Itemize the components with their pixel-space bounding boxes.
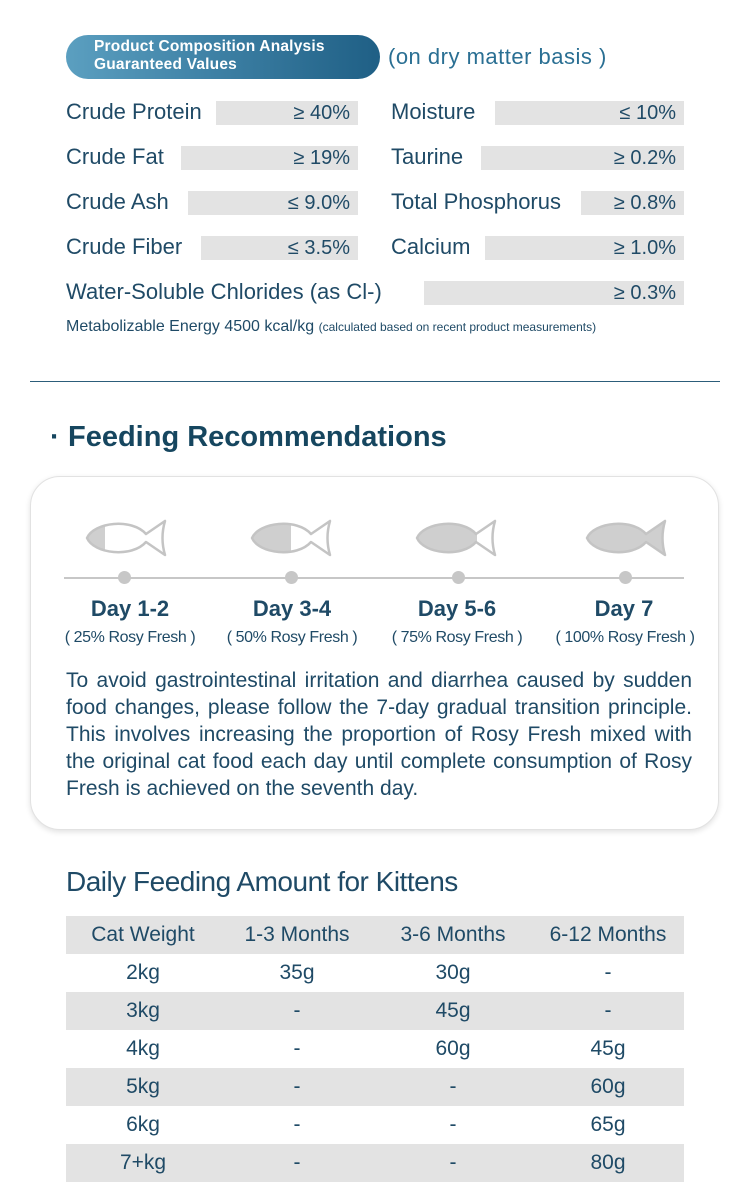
table-cell: -	[293, 999, 301, 1022]
table-header-cell: 3-6 Months	[400, 923, 506, 946]
timeline-dot	[619, 571, 632, 584]
nutrient-value: ≥ 0.8%	[581, 191, 684, 215]
bullet-dot: ·	[50, 421, 60, 453]
composition-title-line2: Guaranteed Values	[94, 56, 237, 73]
table-cell: -	[293, 1151, 301, 1174]
table-row	[66, 1030, 684, 1068]
table-cell: -	[449, 1151, 457, 1174]
feeding-paragraph: To avoid gastrointestinal irritation and diarrhea caused by sudden food changes, please follow the 7-day gradual transition principle. This involves increasing the proportion of Rosy Fresh mixed with the original cat food each day until complete consumption of Rosy Fresh is achieved on the seventh day.	[66, 669, 692, 800]
step-percent: ( 25% Rosy Fresh )	[64, 629, 196, 646]
composition-basis: (on dry matter basis )	[388, 44, 607, 69]
nutrient-label: Crude Fiber	[66, 234, 183, 259]
table-cell: 80g	[590, 1151, 626, 1174]
composition-title-line1: Product Composition Analysis	[94, 38, 325, 55]
timeline-line	[64, 577, 684, 579]
fish-icon	[584, 516, 668, 560]
table-cell: 3kg	[126, 999, 160, 1022]
nutrient-label: Crude Fat	[66, 144, 164, 169]
table-header-cell: Cat Weight	[91, 923, 195, 946]
table-header-row	[66, 916, 684, 954]
table-cell: 6kg	[126, 1113, 160, 1136]
nutrient-value: ≥ 0.2%	[481, 146, 684, 170]
nutrient-value: ≤ 3.5%	[201, 236, 358, 260]
step-day: Day 1-2	[90, 596, 170, 621]
timeline-dot	[118, 571, 131, 584]
nutrient-label: Calcium	[391, 234, 471, 259]
nutrient-label: Crude Ash	[66, 189, 169, 214]
nutrient-label: Total Phosphorus	[391, 189, 561, 214]
step-percent: ( 75% Rosy Fresh )	[391, 629, 523, 646]
nutrient-value: ≥ 0.3%	[424, 281, 684, 305]
nutrient-label: Taurine	[391, 144, 464, 169]
fish-icon	[84, 516, 168, 560]
table-cell: 2kg	[126, 961, 160, 984]
table-cell: 4kg	[126, 1037, 160, 1060]
metabolizable-energy	[66, 318, 596, 336]
nutrient-label: Moisture	[391, 99, 476, 124]
table-row	[66, 1068, 684, 1106]
table-cell: -	[293, 1113, 301, 1136]
table-cell: -	[293, 1075, 301, 1098]
table-cell: 45g	[435, 999, 471, 1022]
step-percent: ( 100% Rosy Fresh )	[555, 629, 695, 646]
table-cell: 45g	[590, 1037, 626, 1060]
table-cell: 30g	[435, 961, 471, 984]
table-header-cell: 6-12 Months	[549, 923, 667, 946]
fish-icon	[249, 516, 333, 560]
table-row	[66, 954, 684, 992]
step-percent: ( 50% Rosy Fresh )	[226, 629, 358, 646]
step-day: Day 3-4	[252, 596, 332, 621]
feeding-title	[50, 421, 447, 454]
table-cell: -	[604, 999, 612, 1022]
nutrient-value: ≥ 1.0%	[485, 236, 684, 260]
nutrient-value: ≥ 19%	[181, 146, 358, 170]
table-header-cell: 1-3 Months	[244, 923, 350, 946]
nutrient-label: Crude Protein	[66, 99, 202, 124]
nutrient-value: ≥ 40%	[216, 101, 358, 125]
table-cell: 65g	[590, 1113, 626, 1136]
energy-note: (calculated based on recent product measurements)	[318, 320, 597, 334]
feeding-title-text: Feeding Recommendations	[68, 421, 447, 453]
table-cell: -	[604, 961, 612, 984]
nutrient-value: ≤ 9.0%	[188, 191, 358, 215]
table-cell: 7+kg	[119, 1151, 167, 1174]
fish-icon	[414, 516, 498, 560]
section-divider	[30, 381, 720, 382]
table-cell: 60g	[590, 1075, 626, 1098]
nutrient-value: ≤ 10%	[495, 101, 684, 125]
table-row	[66, 1144, 684, 1182]
table-cell: -	[449, 1113, 457, 1136]
feeding-table	[66, 916, 684, 1182]
composition-title-pill	[66, 35, 380, 79]
table-row	[66, 1106, 684, 1144]
table-cell: 5kg	[126, 1075, 160, 1098]
table-cell: 60g	[435, 1037, 471, 1060]
step-day: Day 5-6	[417, 596, 497, 621]
timeline-dot	[285, 571, 298, 584]
step-day: Day 7	[594, 596, 654, 621]
table-title: Daily Feeding Amount for Kittens	[66, 866, 458, 897]
nutrient-label: Water-Soluble Chlorides (as Cl-)	[66, 279, 382, 304]
table-cell: -	[449, 1075, 457, 1098]
table-cell: -	[293, 1037, 301, 1060]
table-cell: 35g	[279, 961, 315, 984]
table-row	[66, 992, 684, 1030]
timeline-dot	[452, 571, 465, 584]
energy-value: Metabolizable Energy 4500 kcal/kg	[66, 318, 315, 335]
